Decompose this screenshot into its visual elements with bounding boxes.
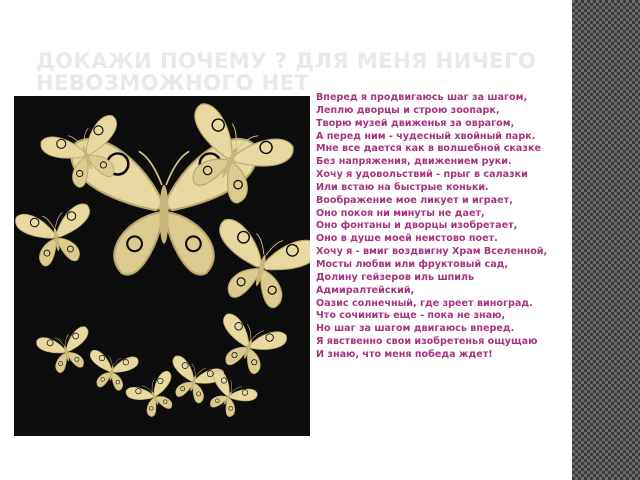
poem-line: Хочу я удовольствий - прыг в салазки xyxy=(316,169,528,181)
poem-line: Мне все дается как в волшебной сказке xyxy=(316,143,541,155)
poem-line: Я явственно свои изобретенья ощущаю xyxy=(316,336,538,348)
poem-line: Что сочинить еще - пока не знаю, xyxy=(316,310,506,322)
butterflies-photo xyxy=(14,96,310,436)
poem-line: Мосты любви или фруктовый сад, xyxy=(316,258,509,270)
slide-title: ДОКАЖИ ПОЧЕМУ ? ДЛЯ МЕНЯ НИЧЕГО НЕВОЗМОЖНОГО НЕТ xyxy=(36,49,537,95)
poem-line: Леплю дворцы и строю зоопарк, xyxy=(316,104,500,116)
poem-line: А перед ним - чудесный хвойный парк. xyxy=(316,130,536,142)
poem-line: Оазис солнечный, где зреет виноград. xyxy=(316,297,533,309)
poem-line: Вперед я продвигаюсь шаг за шагом, xyxy=(316,92,528,103)
poem-line: Адмиралтейский, xyxy=(316,284,415,296)
poem-line: Без напряжения, движением руки. xyxy=(316,156,512,168)
poem-line: Долину гейзеров иль шпиль xyxy=(316,271,475,283)
poem-line: Оно покоя ни минуты не дает, xyxy=(316,207,485,219)
poem-line: Творю музей движенья за оврагом, xyxy=(316,117,515,129)
butterfly-icon xyxy=(14,96,310,436)
poem-line: Воображение мое ликует и играет, xyxy=(316,194,513,206)
poem-line: Хочу я - вмиг воздвигну Храм Вселенной, xyxy=(316,246,548,258)
poem-line: Оно фонтаны и дворцы изобретает, xyxy=(316,220,518,232)
poem-line: Оно в душе моей неистово поет. xyxy=(316,233,498,245)
poem-line: Но шаг за шагом двигаюсь вперед. xyxy=(316,323,515,335)
poem-text xyxy=(316,92,570,362)
poem-line: Или встаю на быстрые коньки. xyxy=(316,181,489,193)
poem-line: И знаю, что меня победа ждет! xyxy=(316,348,493,360)
checkered-border xyxy=(572,0,640,480)
